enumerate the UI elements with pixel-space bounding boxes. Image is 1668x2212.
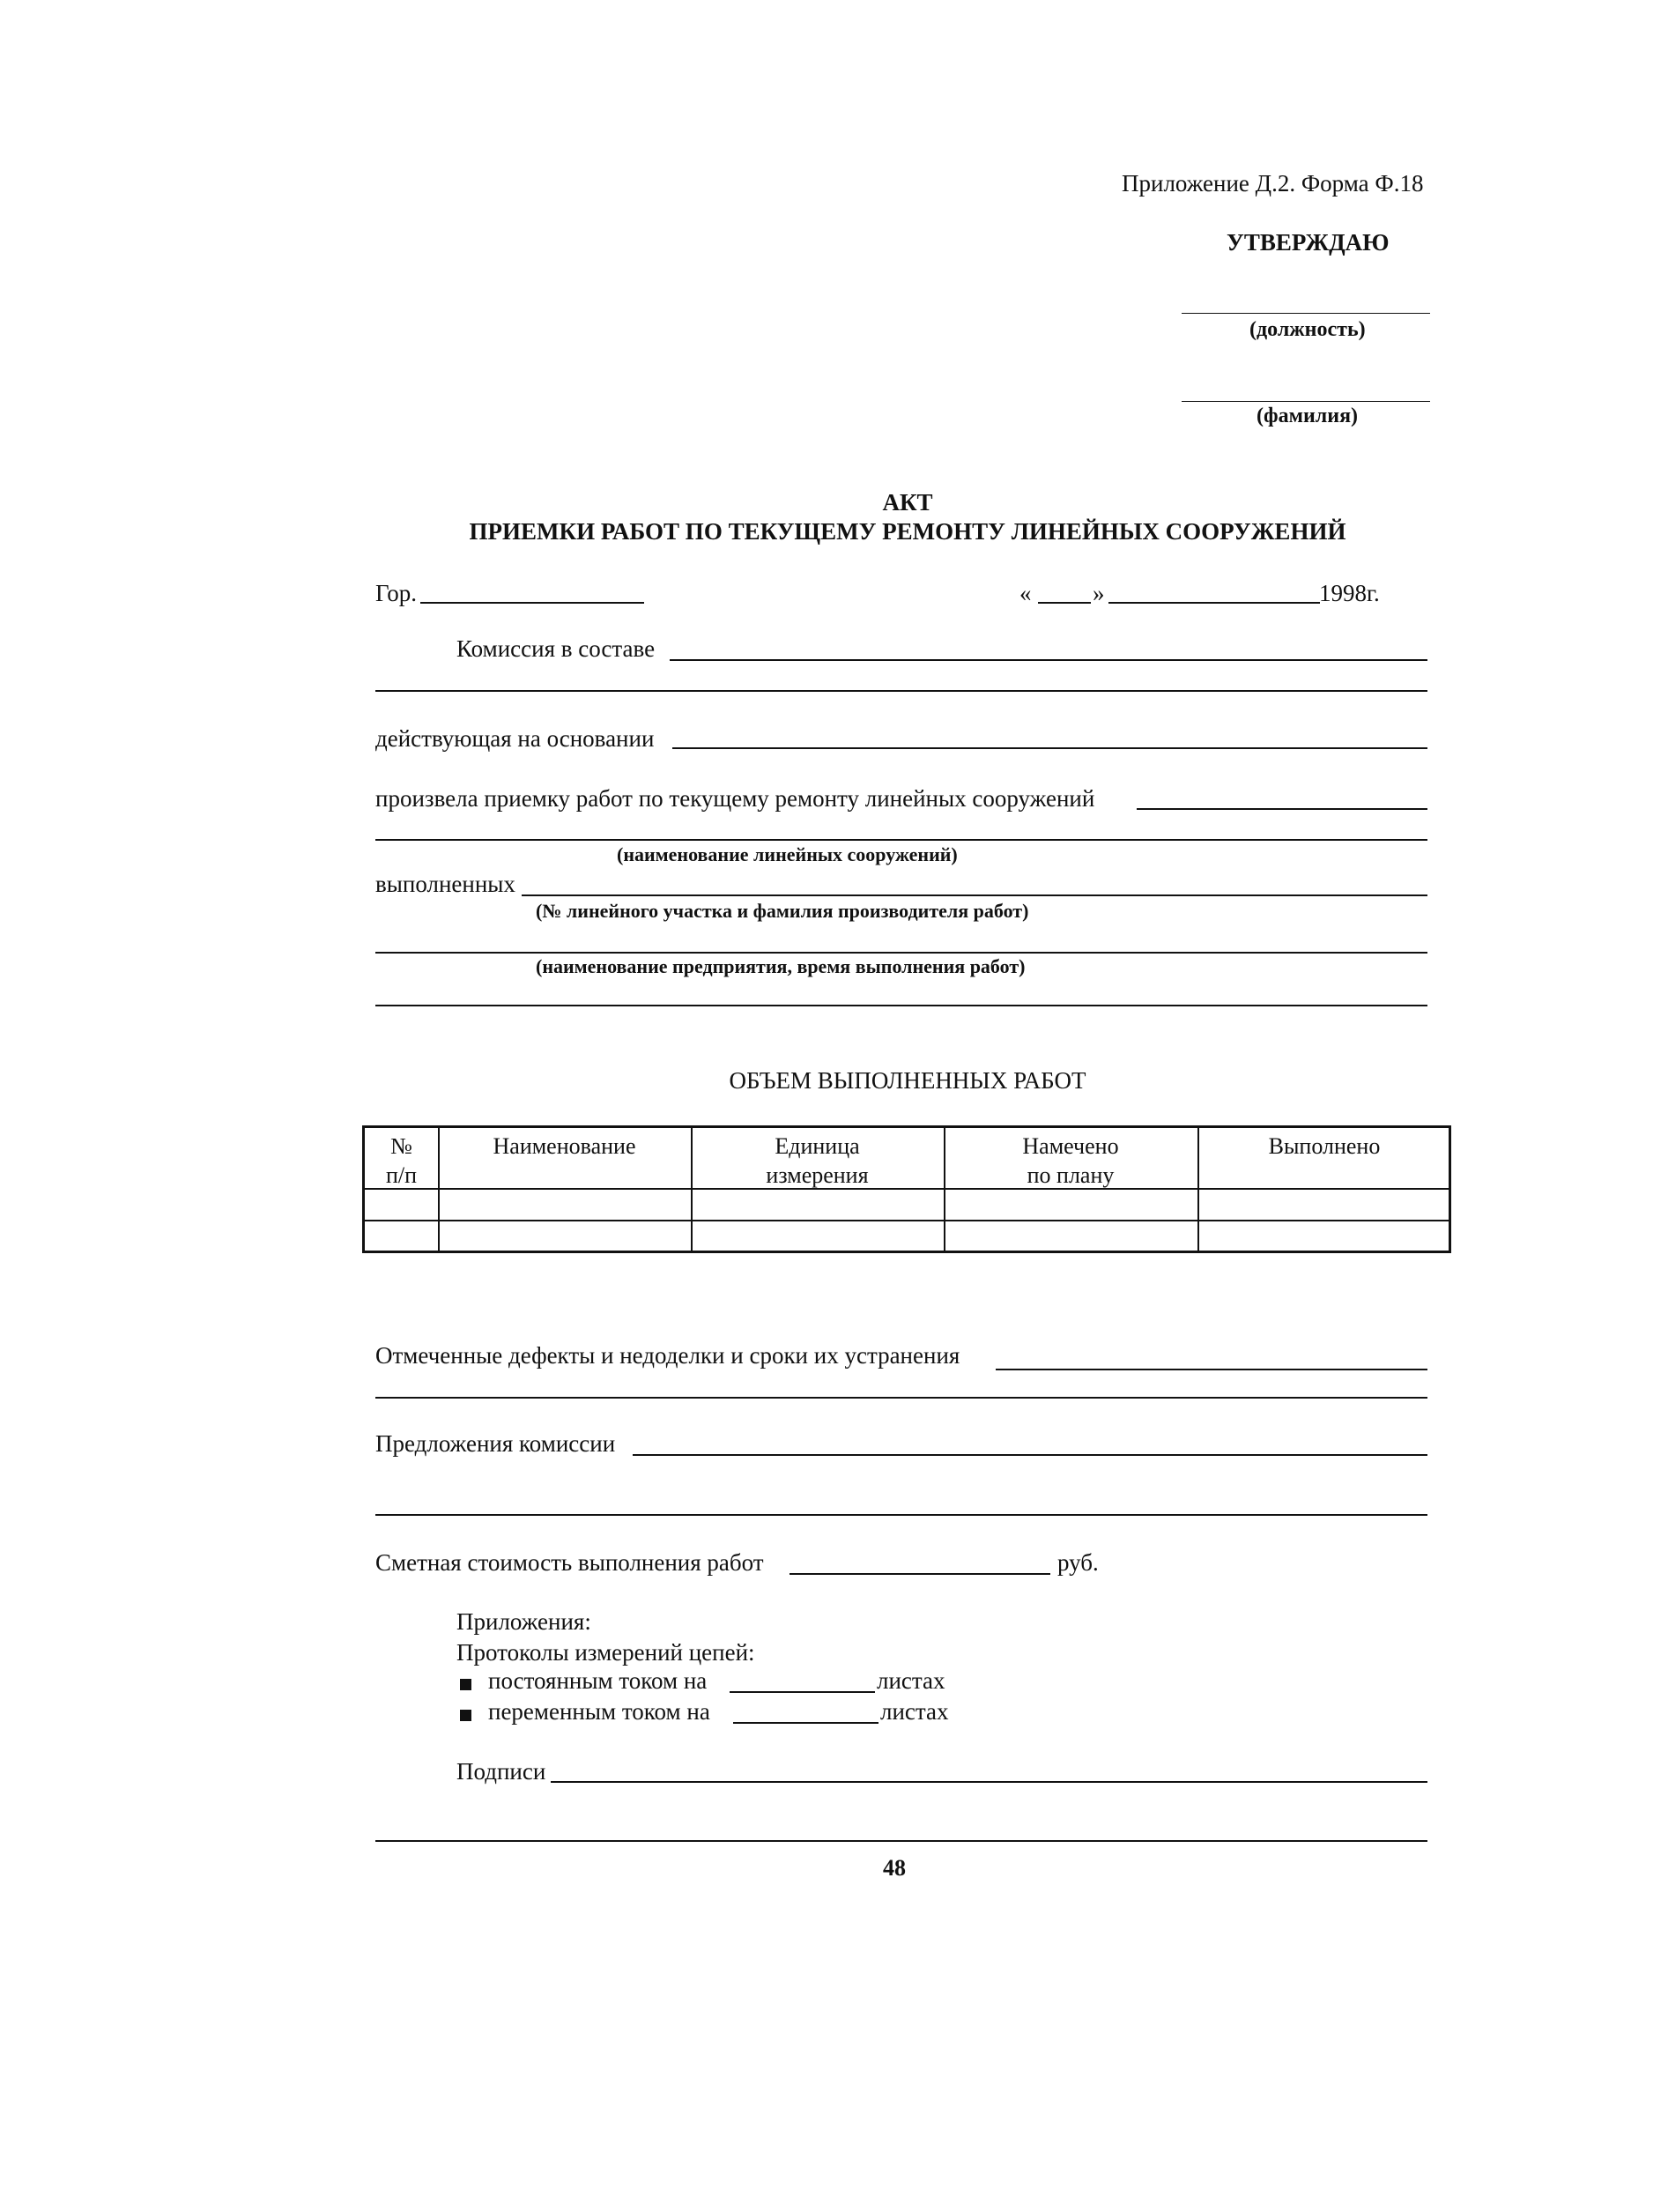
defects-field[interactable] [996, 1369, 1427, 1370]
page-number: 48 [883, 1855, 906, 1881]
structures-caption: (наименование линейных сооружений) [617, 843, 958, 865]
col-header-planned [944, 1132, 1197, 1190]
date-month-field[interactable] [1108, 602, 1320, 604]
cost-label: Сметная стоимость выполнения работ [375, 1549, 764, 1576]
table-heading: ОБЪЕМ ВЫПОЛНЕННЫХ РАБОТ [729, 1067, 1086, 1094]
dc-label: постоянным током на [488, 1667, 708, 1694]
col-header-num-line2: п/п [385, 1162, 418, 1188]
col-header-name-text: Наименование [493, 1133, 636, 1159]
works-table [362, 1125, 1451, 1253]
position-line[interactable] [1182, 313, 1430, 314]
col-header-done-text: Выполнено [1268, 1133, 1381, 1159]
performed-label: выполненных [375, 871, 515, 897]
position-caption: (должность) [1249, 318, 1366, 341]
act-subtitle: ПРИЕМКИ РАБОТ ПО ТЕКУЩЕМУ РЕМОНТУ ЛИНЕЙНЫХ СООРУЖЕНИЙ [469, 518, 1346, 545]
basis-label: действующая на основании [375, 725, 655, 752]
section-caption: (№ линейного участка и фамилия производителя работ) [536, 900, 1029, 922]
city-field[interactable] [420, 602, 644, 604]
ac-label: переменным током на [488, 1698, 710, 1725]
proposals-field[interactable] [633, 1454, 1427, 1456]
signatures-label: Подписи [456, 1758, 546, 1785]
ac-sheets-field[interactable] [733, 1722, 878, 1724]
city-label: Гор. [375, 580, 417, 606]
surname-line[interactable] [1182, 401, 1430, 402]
col-header-num-line1: № [390, 1133, 412, 1159]
structures-field[interactable] [375, 839, 1427, 841]
date-open-quote: « [1019, 580, 1032, 606]
defects-label: Отмеченные дефекты и недоделки и сроки их устранения [375, 1342, 960, 1369]
commission-label: Комиссия в составе [456, 635, 656, 662]
date-close-quote: » [1093, 580, 1105, 606]
performed-field[interactable] [522, 894, 1427, 896]
enterprise-field[interactable] [375, 952, 1427, 954]
col-header-unit-line1: Единица [775, 1133, 860, 1159]
accepted-label: произвела приемку работ по текущему ремонту линейных сооружений [375, 785, 1095, 812]
approve-label: УТВЕРЖДАЮ [1227, 229, 1390, 256]
enterprise-field-line2[interactable] [375, 1005, 1427, 1006]
enterprise-caption: (наименование предприятия, время выполнения работ) [536, 955, 1026, 977]
col-header-num [365, 1132, 438, 1190]
appendix-label: Приложение Д.2. Форма Ф.18 [1122, 170, 1424, 197]
proposals-label: Предложения комиссии [375, 1430, 616, 1457]
col-header-done [1197, 1132, 1451, 1161]
dc-sheets-field[interactable] [730, 1691, 875, 1693]
act-title: АКТ [882, 489, 933, 516]
col-header-planned-line2: по плану [1027, 1162, 1115, 1188]
bullet-icon [460, 1710, 471, 1721]
ac-sheets-label: листах [880, 1698, 949, 1725]
accepted-field[interactable] [1137, 808, 1427, 810]
col-header-planned-line1: Намечено [1022, 1133, 1119, 1159]
surname-caption: (фамилия) [1257, 405, 1359, 427]
defects-field-line2[interactable] [375, 1397, 1427, 1399]
basis-field[interactable] [672, 747, 1427, 749]
date-day-field[interactable] [1038, 602, 1091, 604]
col-header-unit [691, 1132, 944, 1190]
bullet-icon [460, 1679, 471, 1690]
signatures-field[interactable] [551, 1781, 1427, 1783]
protocols-label: Протоколы измерений цепей: [456, 1639, 755, 1666]
commission-field[interactable] [670, 659, 1427, 661]
attachments-label: Приложения: [456, 1608, 591, 1635]
col-header-name [438, 1132, 691, 1161]
date-year: 1998г. [1319, 580, 1380, 606]
table-row[interactable] [365, 1221, 1449, 1251]
table-row[interactable] [365, 1190, 1449, 1220]
cost-unit: руб. [1057, 1549, 1099, 1576]
signatures-field-line2[interactable] [375, 1840, 1427, 1842]
commission-field-line2[interactable] [375, 690, 1427, 692]
proposals-field-line2[interactable] [375, 1514, 1427, 1516]
dc-sheets-label: листах [877, 1667, 945, 1694]
cost-field[interactable] [790, 1573, 1050, 1575]
col-header-unit-line2: измерения [766, 1162, 869, 1188]
